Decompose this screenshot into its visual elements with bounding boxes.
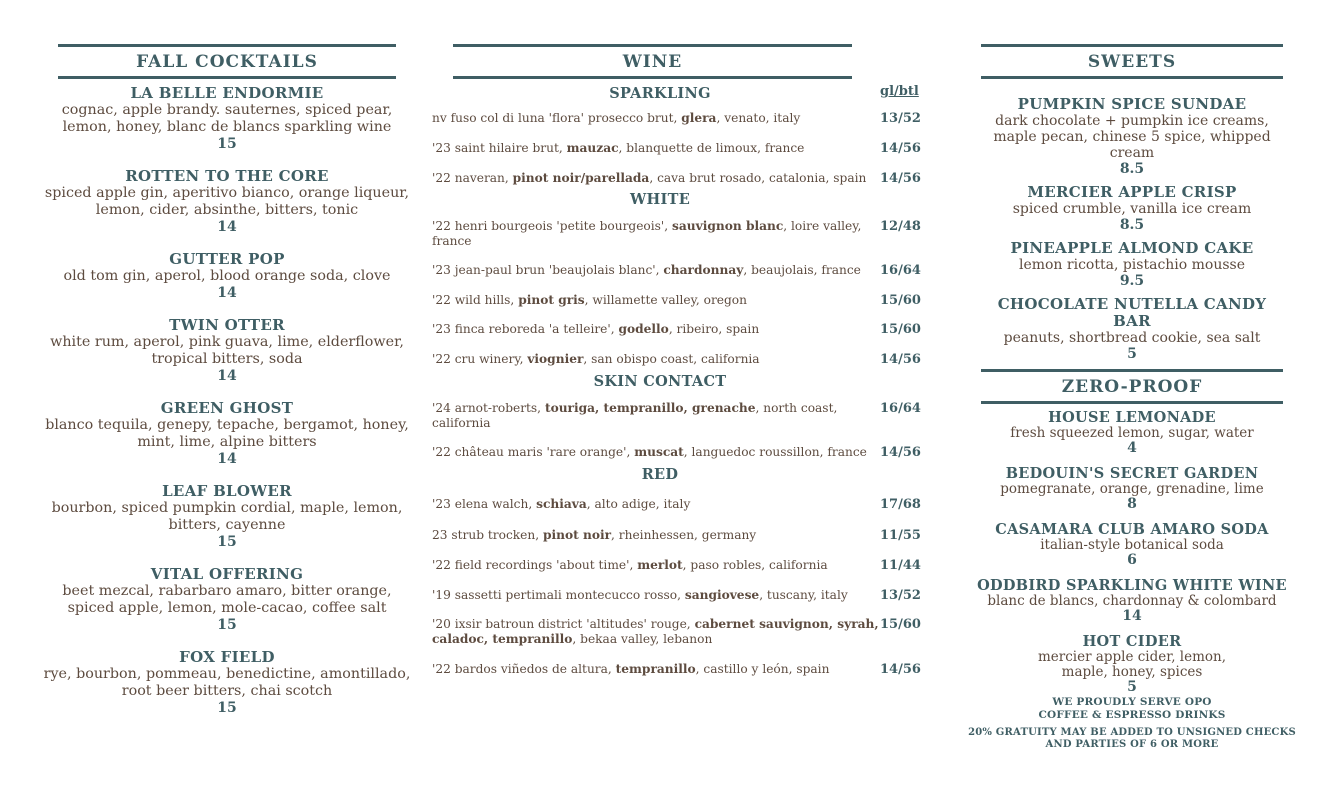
cocktail-description: rye, bourbon, pommeau, benedictine, amontillado, root beer bitters, chai scotch bbox=[43, 666, 411, 699]
wine-price: 16/64 bbox=[880, 263, 921, 278]
coffee-note-line1: WE PROUDLY SERVE OPO bbox=[1052, 696, 1212, 708]
cocktail-description: cognac, apple brandy. sauternes, spiced pear, lemon, honey, blanc de blancs sparkling wine bbox=[61, 102, 393, 135]
wine-row bbox=[432, 497, 932, 512]
cocktail-name: VITAL OFFERING bbox=[150, 565, 304, 583]
zero-proof-price: 8 bbox=[1127, 496, 1137, 512]
wine-row bbox=[432, 263, 932, 278]
wine-section-heading: SPARKLING bbox=[609, 85, 711, 102]
cocktail-description: spiced apple gin, aperitivo bianco, orange liqueur, lemon, cider, absinthe, bitters, tonic bbox=[44, 185, 410, 218]
cocktail-name: LA BELLE ENDORMIE bbox=[130, 84, 324, 102]
wine-region: , blanquette de limoux, france bbox=[618, 141, 805, 155]
wine-price: 13/52 bbox=[880, 588, 921, 603]
wine-region: , castillo y león, spain bbox=[695, 662, 830, 676]
wine-row bbox=[432, 401, 932, 431]
wine-description bbox=[432, 558, 880, 573]
sweet-price: 9.5 bbox=[1119, 273, 1145, 289]
wine-price: 16/64 bbox=[880, 401, 921, 416]
wine-producer: 23 strub trocken, bbox=[432, 528, 543, 542]
sweet-name: CHOCOLATE NUTELLA CANDY BAR bbox=[997, 295, 1267, 330]
cocktail-description: old tom gin, aperol, blood orange soda, clove bbox=[63, 268, 391, 284]
wine-section-heading: RED bbox=[641, 466, 679, 483]
zero-proof-name: CASAMARA CLUB AMARO SODA bbox=[995, 521, 1269, 538]
wine-price: 15/60 bbox=[880, 322, 921, 337]
wine-producer: '23 elena walch, bbox=[432, 497, 537, 511]
zero-proof-name: BEDOUIN'S SECRET GARDEN bbox=[1005, 465, 1259, 482]
wine-description bbox=[432, 445, 880, 460]
sweets-title: SWEETS bbox=[981, 44, 1283, 79]
cocktail-item bbox=[42, 400, 412, 467]
wine-producer: '20 ixsir batroun district 'altitudes' rouge, bbox=[432, 617, 695, 631]
wine-description bbox=[432, 171, 880, 186]
sweets-column bbox=[962, 44, 1302, 751]
wine-grape: chardonnay bbox=[663, 263, 744, 277]
cocktail-description: beet mezcal, rabarbaro amaro, bitter orange, spiced apple, lemon, mole-cacao, coffee salt bbox=[62, 583, 392, 616]
wine-region: , ribeiro, spain bbox=[668, 322, 760, 336]
wine-producer: '22 cru winery, bbox=[432, 352, 528, 366]
wine-region: , san obispo coast, california bbox=[583, 352, 760, 366]
wine-grape: viognier bbox=[527, 352, 584, 366]
cocktail-name: LEAF BLOWER bbox=[162, 482, 292, 500]
sweet-description: spiced crumble, vanilla ice cream bbox=[1012, 201, 1252, 217]
sweet-name: PINEAPPLE ALMOND CAKE bbox=[1010, 239, 1254, 257]
wine-description bbox=[432, 352, 880, 367]
wine-description bbox=[432, 111, 880, 126]
wine-region: , alto adige, italy bbox=[586, 497, 691, 511]
cocktail-price: 15 bbox=[217, 534, 237, 550]
wine-producer: '19 sassetti pertimali montecucco rosso, bbox=[432, 588, 685, 602]
cocktail-item bbox=[42, 566, 412, 633]
zero-proof-description: fresh squeezed lemon, sugar, water bbox=[1010, 425, 1254, 441]
cocktails-title: FALL COCKTAILS bbox=[58, 44, 396, 79]
cocktail-price: 14 bbox=[217, 451, 237, 467]
wine-price: 14/56 bbox=[880, 445, 921, 460]
wine-description bbox=[432, 617, 880, 647]
cocktail-item bbox=[42, 649, 412, 716]
wine-row bbox=[432, 352, 932, 367]
zero-proof-name: HOT CIDER bbox=[1082, 633, 1182, 650]
sweet-item bbox=[962, 296, 1302, 362]
wine-region: , north coast, california bbox=[432, 401, 838, 430]
wine-producer: '23 saint hilaire brut, bbox=[432, 141, 567, 155]
wine-grape: sangiovese bbox=[684, 588, 760, 602]
cocktail-name: ROTTEN TO THE CORE bbox=[125, 167, 329, 185]
sweet-name: MERCIER APPLE CRISP bbox=[1027, 183, 1237, 201]
wine-region: , rheinhessen, germany bbox=[611, 528, 757, 542]
wine-producer: '24 arnot-roberts, bbox=[432, 401, 545, 415]
wine-section-heading: SKIN CONTACT bbox=[593, 373, 727, 390]
wine-producer: '22 henri bourgeois 'petite bourgeois', bbox=[432, 219, 672, 233]
wine-price: 14/56 bbox=[880, 171, 921, 186]
cocktail-description: white rum, aperol, pink guava, lime, elderflower, tropical bitters, soda bbox=[50, 334, 404, 367]
wine-producer: '22 château maris 'rare orange', bbox=[432, 445, 635, 459]
cocktail-item bbox=[42, 251, 412, 301]
wine-producer: '22 wild hills, bbox=[432, 293, 519, 307]
wine-column bbox=[432, 44, 932, 677]
wine-description bbox=[432, 293, 880, 308]
zero-proof-description: italian-style botanical soda bbox=[1040, 537, 1224, 553]
wine-region: , beaujolais, france bbox=[743, 263, 861, 277]
wine-description bbox=[432, 497, 880, 512]
wine-grape: merlot bbox=[637, 558, 683, 572]
zero-proof-item bbox=[962, 634, 1302, 694]
wine-price: 17/68 bbox=[880, 497, 921, 512]
wine-description bbox=[432, 141, 880, 156]
cocktail-price: 15 bbox=[217, 136, 237, 152]
wine-grape: pinot gris bbox=[518, 293, 585, 307]
wine-region: , willamette valley, oregon bbox=[584, 293, 747, 307]
cocktail-price: 15 bbox=[217, 700, 237, 716]
cocktail-item bbox=[42, 85, 412, 152]
cocktail-item bbox=[42, 483, 412, 550]
sweet-description: lemon ricotta, pistachio mousse bbox=[1018, 257, 1246, 273]
coffee-note bbox=[962, 696, 1302, 722]
cocktail-item bbox=[42, 168, 412, 235]
wine-row bbox=[432, 662, 932, 677]
wine-grape: schiava bbox=[536, 497, 587, 511]
zero-proof-price: 5 bbox=[1127, 679, 1137, 695]
wine-region: , tuscany, italy bbox=[759, 588, 848, 602]
sweet-price: 5 bbox=[1127, 346, 1137, 362]
wine-price: 14/56 bbox=[880, 141, 921, 156]
sweet-item bbox=[962, 184, 1302, 233]
wine-grape: sauvignon blanc bbox=[672, 219, 784, 233]
zero-proof-item bbox=[962, 578, 1302, 623]
zero-proof-price: 14 bbox=[1122, 608, 1142, 624]
wine-region: , languedoc roussillon, france bbox=[683, 445, 867, 459]
wine-row bbox=[432, 219, 932, 249]
sweet-name: PUMPKIN SPICE SUNDAE bbox=[1017, 95, 1247, 113]
wine-producer: '22 field recordings 'about time', bbox=[432, 558, 638, 572]
wine-row bbox=[432, 322, 932, 337]
zero-proof-item bbox=[962, 522, 1302, 567]
sweet-description: peanuts, shortbread cookie, sea salt bbox=[1003, 330, 1261, 346]
wine-price: 15/60 bbox=[880, 293, 921, 308]
wine-grape: godello bbox=[618, 322, 669, 336]
wine-description bbox=[432, 662, 880, 677]
cocktails-column bbox=[42, 44, 412, 732]
wine-producer: '22 bardos viñedos de altura, bbox=[432, 662, 616, 676]
sweet-item bbox=[962, 240, 1302, 289]
wine-title: WINE bbox=[453, 44, 852, 79]
wine-price: 13/52 bbox=[880, 111, 921, 126]
wine-row bbox=[432, 141, 932, 156]
wine-description bbox=[432, 588, 880, 603]
zero-proof-title: ZERO-PROOF bbox=[981, 369, 1283, 404]
wine-producer: '23 jean-paul brun 'beaujolais blanc', bbox=[432, 263, 664, 277]
cocktail-price: 15 bbox=[217, 617, 237, 633]
wine-region: , paso robles, california bbox=[682, 558, 828, 572]
cocktail-item bbox=[42, 317, 412, 384]
wine-region: , cava brut rosado, catalonia, spain bbox=[649, 171, 867, 185]
wine-price: 12/48 bbox=[880, 219, 921, 234]
wine-row bbox=[432, 617, 932, 647]
sweet-description: dark chocolate + pumpkin ice creams, maple pecan, chinese 5 spice, whipped cream bbox=[993, 113, 1271, 161]
sweet-item bbox=[962, 96, 1302, 177]
sweet-price: 8.5 bbox=[1119, 217, 1145, 233]
wine-price: 11/55 bbox=[880, 528, 921, 543]
wine-producer: '23 finca reboreda 'a telleire', bbox=[432, 322, 619, 336]
zero-proof-description: blanc de blancs, chardonnay & colombard bbox=[987, 593, 1277, 609]
wine-region: , bekaa valley, lebanon bbox=[572, 632, 713, 646]
zero-proof-name: ODDBIRD SPARKLING WHITE WINE bbox=[977, 577, 1287, 594]
wine-price: 14/56 bbox=[880, 352, 921, 367]
wine-description bbox=[432, 401, 880, 431]
zero-proof-item bbox=[962, 410, 1302, 455]
zero-proof-description: mercier apple cider, lemon, maple, honey, spices bbox=[1037, 649, 1227, 680]
wine-description bbox=[432, 528, 880, 543]
wine-grape: pinot noir bbox=[542, 528, 612, 542]
gl-btl-header: gl/btl bbox=[880, 84, 919, 99]
wine-grape: pinot noir/parellada bbox=[512, 171, 650, 185]
sweet-price: 8.5 bbox=[1119, 161, 1145, 177]
zero-proof-item bbox=[962, 466, 1302, 511]
zero-proof-price: 6 bbox=[1127, 552, 1137, 568]
zero-proof-name: HOUSE LEMONADE bbox=[1048, 409, 1216, 426]
wine-region: , loire valley, france bbox=[432, 219, 862, 248]
wine-producer: '22 naveran, bbox=[432, 171, 513, 185]
wine-row bbox=[432, 528, 932, 543]
wine-description bbox=[432, 263, 880, 278]
cocktail-name: GREEN GHOST bbox=[160, 399, 294, 417]
wine-grape: muscat bbox=[634, 445, 684, 459]
wine-row bbox=[432, 111, 932, 126]
wine-grape: cabernet sauvignon, syrah, caladoc, tempranillo bbox=[432, 617, 879, 646]
coffee-note-line2: COFFEE & ESPRESSO DRINKS bbox=[1038, 709, 1226, 721]
cocktail-name: TWIN OTTER bbox=[169, 316, 285, 334]
wine-price: 11/44 bbox=[880, 558, 921, 573]
cocktail-price: 14 bbox=[217, 285, 237, 301]
cocktail-price: 14 bbox=[217, 219, 237, 235]
wine-price: 15/60 bbox=[880, 617, 921, 632]
wine-grape: glera bbox=[681, 111, 717, 125]
zero-proof-price: 4 bbox=[1127, 440, 1137, 456]
cocktail-name: FOX FIELD bbox=[179, 648, 275, 666]
wine-grape: mauzac bbox=[566, 141, 619, 155]
wine-row bbox=[432, 588, 932, 603]
wine-region: , venato, italy bbox=[716, 111, 801, 125]
wine-row bbox=[432, 171, 932, 186]
wine-section-heading: WHITE bbox=[629, 191, 691, 208]
cocktail-description: bourbon, spiced pumpkin cordial, maple, lemon, bitters, cayenne bbox=[51, 500, 403, 533]
wine-row bbox=[432, 445, 932, 460]
cocktail-price: 14 bbox=[217, 368, 237, 384]
wine-grape: touriga, tempranillo, grenache bbox=[544, 401, 756, 415]
wine-row bbox=[432, 558, 932, 573]
wine-price: 14/56 bbox=[880, 662, 921, 677]
wine-description bbox=[432, 322, 880, 337]
wine-grape: tempranillo bbox=[615, 662, 696, 676]
cocktail-description: blanco tequila, genepy, tepache, bergamot, honey, mint, lime, alpine bitters bbox=[45, 417, 409, 450]
zero-proof-description: pomegranate, orange, grenadine, lime bbox=[1000, 481, 1264, 497]
wine-row bbox=[432, 293, 932, 308]
wine-description bbox=[432, 219, 880, 249]
cocktail-name: GUTTER POP bbox=[169, 250, 285, 268]
gratuity-note: 20% GRATUITY MAY BE ADDED TO UNSIGNED CHECKS AND PARTIES OF 6 OR MORE bbox=[968, 727, 1296, 750]
wine-producer: nv fuso col di luna 'flora' prosecco brut, bbox=[432, 111, 682, 125]
